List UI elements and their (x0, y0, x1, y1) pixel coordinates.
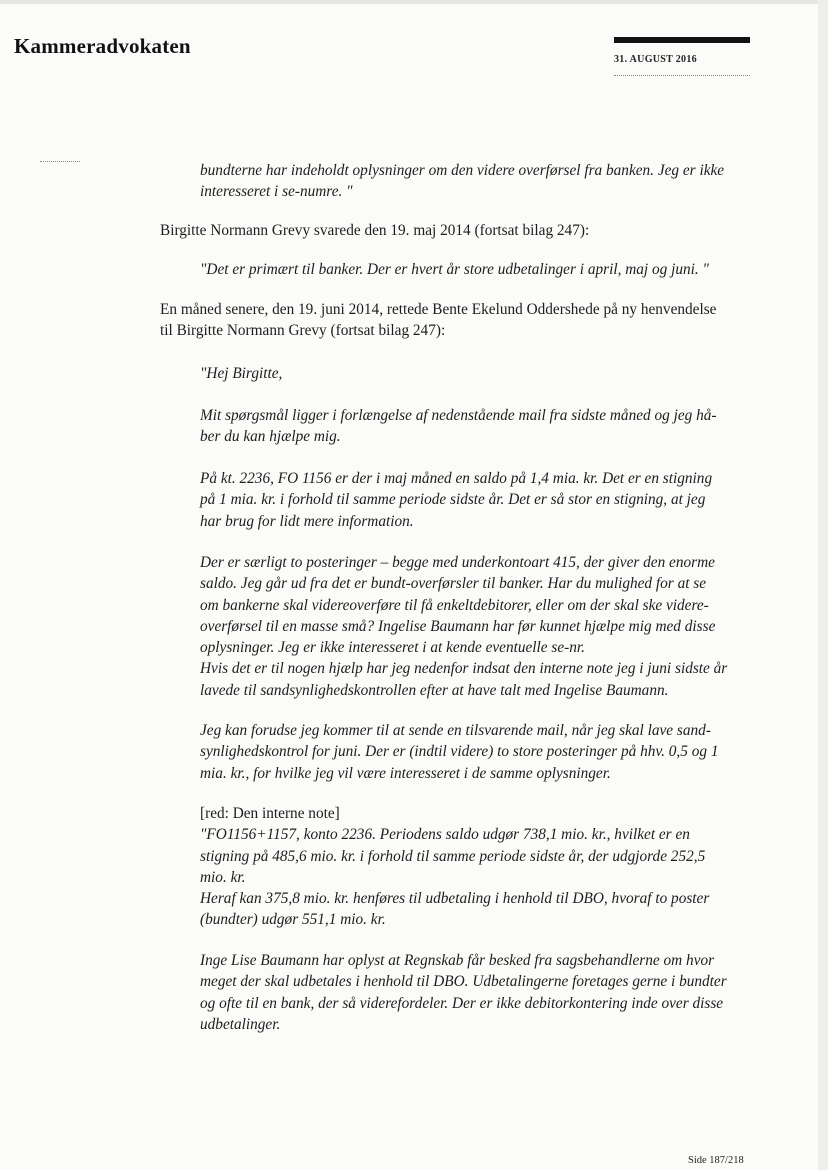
text-line: "FO1156+1157, konto 2236. Periodens saldo udgør 738,1 mio. kr., hvilket er en (200, 826, 690, 844)
text-line: Der er særligt to posteringer – begge med underkontoart 415, der giver den enorme (200, 554, 715, 571)
text-line: Mit spørgsmål ligger i forlængelse af nedenstående mail fra sidste måned og jeg hå- (200, 407, 717, 424)
text-line: mio. kr. (200, 868, 246, 886)
text-line: "Hej Birgitte, (200, 365, 283, 382)
text-line: om bankerne skal videreoverføre til få enkeltdebitorer, eller om der skal ske videre- (200, 596, 709, 614)
margin-dotted-rule (40, 161, 80, 162)
text-line: saldo. Jeg går ud fra det er bundt-overførsler til banker. Har du mulighed for at se (200, 575, 707, 593)
quote-paragraph (200, 950, 750, 1035)
quote-reply (200, 259, 750, 280)
text-line: Heraf kan 375,8 mio. kr. henføres til udbetaling i henhold til DBO, hvoraf to poster (200, 890, 710, 908)
quote-paragraph (200, 552, 750, 701)
body-paragraph (160, 299, 750, 342)
quote-greeting (200, 363, 750, 384)
header-rule (614, 37, 750, 43)
page-number: Side 187/218 (688, 1155, 744, 1166)
text-line: mia. kr., for hvilke jeg vil være interesseret i de samme oplysninger. (200, 764, 611, 782)
text-line: (bundter) udgør 551,1 mio. kr. (200, 911, 386, 929)
text-line: overførsel til en masse små? Ingelise Baumann har før kunnet hjælpe mig med disse (200, 617, 716, 635)
text-line: "Det er primært til banker. Der er hvert år store udbetalinger i april, maj og juni. " (200, 261, 709, 278)
quote-paragraph (200, 468, 750, 532)
text-line: Birgitte Normann Grevy svarede den 19. maj 2014 (fortsat bilag 247): (160, 222, 590, 239)
text-line: Jeg kan forudse jeg kommer til at sende en tilsvarende mail, når jeg skal lave sand- (200, 722, 711, 739)
quote-continuation (200, 160, 750, 203)
text-line: bundterne har indeholdt oplysninger om den videre overførsel fra banken. Jeg er ikke (200, 162, 725, 179)
header-date: 31. AUGUST 2016 (614, 54, 697, 65)
page-edge-right (818, 0, 828, 1170)
text-line: En måned senere, den 19. juni 2014, rettede Bente Ekelund Oddershede på ny henvendelse (160, 301, 717, 318)
note-label: [red: Den interne note] (200, 805, 340, 822)
text-line: Inge Lise Baumann har oplyst at Regnskab får besked fra sagsbehandlerne om hvor (200, 952, 715, 969)
text-line: har brug for lidt mere information. (200, 512, 414, 530)
text-line: oplysninger. Jeg er ikke interesseret i at kende eventuelle se-nr. (200, 639, 585, 657)
quote-paragraph (200, 405, 750, 448)
text-line: meget der skal udbetales i henhold til DBO. Udbetalingerne foretages gerne i bundter (200, 973, 727, 991)
quote-paragraph (200, 720, 750, 784)
text-line: ber du kan hjælpe mig. (200, 428, 341, 446)
text-line: til Birgitte Normann Grevy (fortsat bilag 247): (160, 322, 446, 340)
text-line: stigning på 485,6 mio. kr. i forhold til samme periode sidste år, der udgjorde 252,5 (200, 847, 706, 865)
internal-note (200, 803, 750, 931)
body-paragraph (160, 220, 750, 241)
text-line: synlighedskontrol for juni. Der er (indtil videre) to store posteringer på hhv. 0,5 og 1 (200, 743, 719, 761)
header-title: Kammeradvokaten (14, 34, 191, 58)
page-edge-top (0, 0, 828, 4)
text-line: på 1 mia. kr. i forhold til samme periode sidste år. Det er så stor en stigning, at jeg (200, 491, 706, 509)
text-line: Hvis det er til nogen hjælp har jeg nedenfor indsat den interne note jeg i juni sidste år (200, 660, 728, 678)
text-line: og ofte til en bank, der så viderefordeler. Der er ikke debitorkontering inde over disse (200, 994, 724, 1012)
text-line: interesseret i se-numre. " (200, 183, 353, 201)
text-line: lavede til sandsynlighedskontrollen efter at have talt med Ingelise Baumann. (200, 681, 669, 699)
text-line: udbetalinger. (200, 1015, 281, 1033)
header-dotted-rule (614, 75, 750, 76)
text-line: På kt. 2236, FO 1156 er der i maj måned en saldo på 1,4 mia. kr. Det er en stigning (200, 470, 713, 487)
